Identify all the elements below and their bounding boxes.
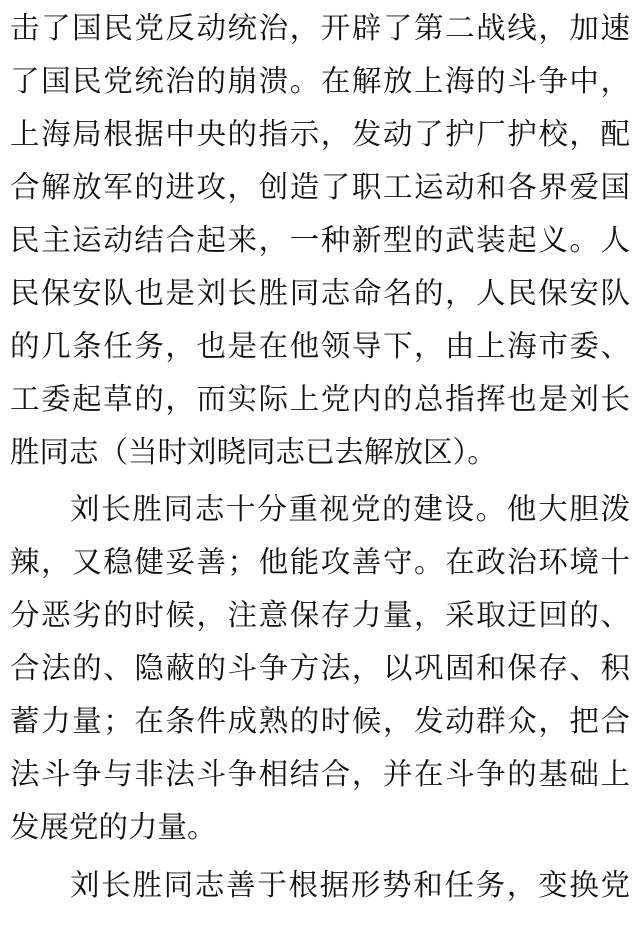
text-line-3: 上海局根据中央的指示，发动了护厂护校，配	[10, 117, 630, 151]
text-line-9: 胜同志（当时刘晓同志已去解放区）。	[10, 435, 497, 469]
text-line-6: 民保安队也是刘长胜同志命名的，人民保安队	[10, 276, 630, 310]
text-line-11: 辣，又稳健妥善；他能攻善守。在政治环境十	[10, 545, 630, 579]
text-line-14: 蓄力量；在条件成熟的时候，发动群众，把合	[10, 704, 630, 738]
text-line-12: 分恶劣的时候，注意保存力量，采取迂回的、	[10, 598, 630, 632]
text-line-13: 合法的、隐蔽的斗争方法，以巩固和保存、积	[10, 651, 630, 685]
text-line-2: 了国民党统治的崩溃。在解放上海的斗争中，	[10, 64, 630, 98]
text-line-4: 合解放军的进攻，创造了职工运动和各界爱国	[10, 170, 630, 204]
text-line-5: 民主运动结合起来，一种新型的武装起义。人	[10, 223, 630, 257]
text-line-1: 击了国民党反动统治，开辟了第二战线，加速	[10, 11, 630, 45]
text-line-15: 法斗争与非法斗争相结合，并在斗争的基础上	[10, 757, 630, 791]
paragraph-2-first-line: 刘长胜同志十分重视党的建设。他大胆泼	[70, 492, 630, 526]
text-line-8: 工委起草的，而实际上党内的总指挥也是刘长	[10, 382, 630, 416]
text-line-7: 的几条任务，也是在他领导下，由上海市委、	[10, 329, 630, 363]
text-line-16: 发展党的力量。	[10, 810, 217, 844]
paragraph-3-first-line: 刘长胜同志善于根据形势和任务，变换党	[70, 868, 630, 902]
